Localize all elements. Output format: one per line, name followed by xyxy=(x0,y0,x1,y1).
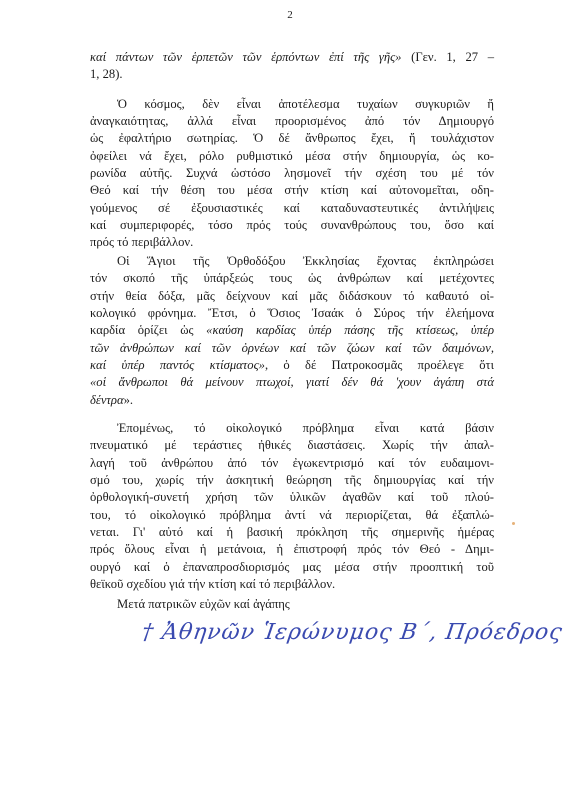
text-line: ρωνίδα αὐτῆς. Συχνά ὡστόσο λησμονεῖ τήν σχέση του μέ τόν xyxy=(90,166,494,180)
text-line: καί συμπεριφορές, τόσο πρός τούς συνανθρώπους του, ὅσο καί xyxy=(90,218,494,232)
text-line: Ἐπομένως, τό οἰκολογικό πρόβλημα εἶναι κατά βάσιν xyxy=(117,421,494,435)
text-line: ὡς ἐφαλτήριο σωτηρίας. Ὁ δέ ἄνθρωπος ἔχει, ἤ τουλάχιστον xyxy=(90,131,494,145)
text-line: ὀρθολογική-συνετή χρήση τῶν ὑλικῶν ἀγαθῶν καί τοῦ πλού- xyxy=(90,490,494,504)
page-number: 2 xyxy=(287,9,293,21)
text-line: «οἱ ἄνθρωποι θά μείνουν πτωχοί, γιατί δέν θά 'χουν ἀγάπη στά xyxy=(90,375,494,389)
text-line: καί ὑπέρ παντός κτίσματος», ὁ δέ Πατροκοσμᾶς προέλεγε ὅτι xyxy=(90,358,494,372)
text-line: θεϊκοῦ σχεδίου γιά τήν κτίση καί τό περιβάλλον. xyxy=(90,577,336,591)
text-line: ὀφείλει νά ἔχει, ρόλο ρυθμιστικό μέσα στήν δημιουργία, ὡς κο- xyxy=(90,149,494,163)
text-line: στήν θεία δόξα, μᾶς δείχνουν καί μᾶς διδάσκουν τό καθαυτό οἰ- xyxy=(90,289,494,303)
decorative-dot xyxy=(512,522,515,525)
text-line: καί πάντων τῶν ἑρπετῶν τῶν ἑρπόντων ἐπί τῆς γῆς» (Γεν. 1, 27 – xyxy=(90,50,494,64)
text-line: Μετά πατρικῶν εὐχῶν καί ἀγάπης xyxy=(117,597,290,611)
text-line: του, τό οἰκολογικό πρόβλημα ἀντί νά περιορίζεται, θά ἐξαπλώ- xyxy=(90,508,494,522)
text-line: πνευματικό μέ τεράστιες ἠθικές διαστάσεις. Χωρίς τήν ἀπαλ- xyxy=(90,438,494,452)
text-line: νεται. Γι' αὐτό καί ἡ βασική πρόκληση τῆς σημερινῆς ἡμέρας xyxy=(90,525,494,539)
text-line: πρός τό περιβάλλον. xyxy=(90,235,194,249)
text-line: καρδία ὁρίζει ὡς «καύση καρδίας ὑπέρ πάσης τῆς κτίσεως, ὑπέρ xyxy=(90,323,494,337)
text-line: Θεό καί τήν θέση του μέσα στήν κτίση καί αὐτονομεῖται, οδη- xyxy=(90,183,494,197)
text-line: Οἱ Ἅγιοι τῆς Ὀρθοδόξου Ἐκκλησίας ἔχοντας ἐκπληρώσει xyxy=(117,254,494,268)
text-line: δέντρα». xyxy=(90,393,134,407)
text-line: ουργό καί ὁ ἐπαναπροσδιορισμός μας μέσα στήν προοπτική τοῦ xyxy=(90,560,494,574)
text-line: Ὁ κόσμος, δὲν εἶναι ἀποτέλεσμα τυχαίων συγκυριῶν ἤ xyxy=(117,97,494,111)
text-line: πρός ὅλους εἶναι ἡ μετάνοια, ἡ ἐπιστροφή πρός τόν Θεό - Δημι- xyxy=(90,542,494,556)
text-line: τόν σκοπό τῆς ὑπάρξεώς τους ὡς ἀνθρώπων καί μετέχοντες xyxy=(90,271,494,285)
text-line: ἀναγκαιότητας, ἀλλά εἶναι προορισμένος ἀπό τόν Δημιουργό xyxy=(90,114,494,128)
text-line: 1, 28). xyxy=(90,67,123,81)
text-line: λαγή τοῦ ἀνθρώπου ἀπό τόν ἐγωκεντρισμό καί τόν ευδαιμονι- xyxy=(90,456,494,470)
text-line: τῶν ἀνθρώπων καί τῶν ὀρνέων καί τῶν ζώων καί τῶν δαιμόνων, xyxy=(90,341,494,355)
handwritten-signature: † Ἀθηνῶν Ἱερώνυμος Β΄, Πρόεδρος xyxy=(140,620,565,645)
text-line: κολογικό φρόνημα. Ἔτσι, ὁ Ὅσιος Ἰσαάκ ὁ Σύρος τήν ἐλεήμονα xyxy=(90,306,494,320)
text-line: γούμενος σέ ἐξουσιαστικές καί καταδυναστευτικές ἀντιλήψεις xyxy=(90,201,494,215)
text-line: σμό του, χωρίς τήν ἀσκητική θεώρηση τῆς δημιουργίας καί τήν xyxy=(90,473,494,487)
